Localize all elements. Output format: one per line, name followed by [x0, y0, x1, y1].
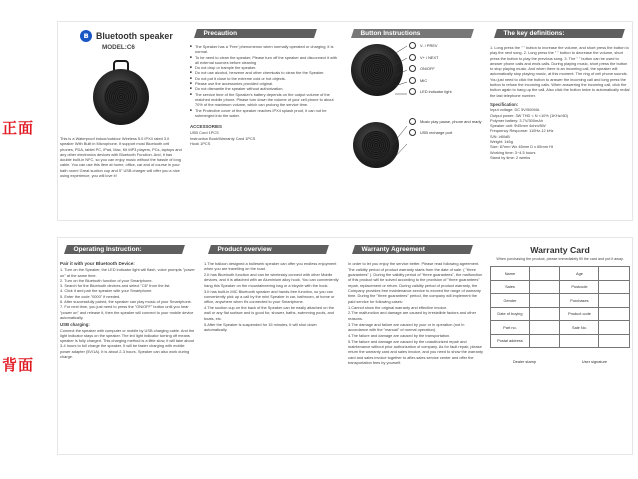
front-side-label: 正面 [2, 119, 35, 137]
warranty-card-label: Gender [491, 294, 530, 308]
precaution-item: ■ Do not drop or trample the speaker. [190, 65, 340, 70]
bluetooth-icon: ʙ [80, 30, 92, 42]
button-callout [409, 116, 485, 128]
warranty-item: 2.The malfunction and damage are caused by irresistible factors and other reasons. [348, 310, 477, 321]
button-callout [409, 75, 485, 87]
warranty-item: In order to let you enjoy the service better. Please read following agreement. [348, 261, 480, 266]
callout-lines [391, 36, 411, 196]
accessories-list [190, 130, 340, 146]
warranty-card-row [491, 321, 630, 335]
warranty-item: The validity period of product warranty starts from the date of sale. ( "three guarantees" ). During the validity period of "three guarantees", the malfunction of this product will be solved according to the provision of "three guarantees" repair, replacement or return. During validity period of product warranty, the Company provides free maintenance service to exceed the range of warranty time. During the "three guarantees" period, the company will implement the paid service for following cases: [348, 266, 483, 304]
callout-marker-icon [409, 54, 416, 61]
precaution-item: ■ Do not put it close to the extreme cold or hot objects. [190, 76, 340, 81]
warranty-panel [346, 238, 486, 454]
spec-item: S/N: ≥80dB [490, 133, 510, 139]
precaution-item: ■ To be need to clean the speaker, Please turn off the speaker and disconnect it with all external sources before cleaning [190, 55, 340, 66]
warranty-card-label: Part no. [491, 321, 530, 335]
button-callout [409, 63, 485, 75]
warranty-card-title: Warranty Card [530, 245, 590, 255]
warranty-card-field[interactable] [599, 334, 630, 348]
overview-item: 2.It has Bluetooth function and can be wirelessly connect with other Mobile devices, and it is attached with an Aluminium alloy hook. You can conveniently hang this Speaker on the mountaineering bag or a bicycle with the hook. [204, 272, 339, 288]
spec-item: Working time: 3~4.5 hours [490, 149, 536, 155]
spec-item: Speaker unit: Φ45mm 4ohm/5W [490, 123, 546, 129]
warranty-card-row [491, 280, 630, 294]
warranty-card-row [491, 307, 630, 321]
warranty-card-row [491, 267, 630, 281]
keydef-header: The key definitions: [494, 29, 625, 38]
warranty-card-field[interactable] [599, 307, 630, 321]
keydef-panel [488, 22, 632, 220]
button-callout-label: V+ / NEXT [420, 54, 439, 60]
warranty-card-row [491, 334, 630, 348]
precaution-list [190, 44, 340, 118]
spec-item: Input voltage: DC 5V/500MA [490, 107, 540, 113]
warranty-card-label [560, 334, 599, 348]
accessory-item: Hook 1PCS [190, 141, 211, 147]
callout-marker-icon [409, 77, 416, 84]
spec-item: Polymer battery: 3.7V/300mAh [490, 117, 543, 123]
warranty-card-field[interactable] [599, 294, 630, 308]
spec-title: Specification: [490, 101, 519, 107]
overview-item: 3.It has built-in MIC Bluetooth speaker and hands-free function, so you can conveniently pick up a call by the mini Speaker in car, bathroom, at home or office, anywhere when it's connected to your Smartphone. [204, 288, 335, 305]
precaution-panel [188, 22, 342, 220]
warranty-card-field[interactable] [599, 321, 630, 335]
accessory-item: USB Cord 1PCS [190, 130, 219, 136]
overview-panel [202, 238, 342, 454]
spec-item: Size: 87mm Wx 45mm D x 65mm Ht [490, 144, 553, 150]
precaution-item: ■ The Speaker has a 'Free' phenomenon when normally operated or charging, it is normal. [190, 44, 340, 55]
accessory-item: Instruction Book/Warranty Card 1PCS [190, 135, 256, 141]
usb-text: Connect the speaker with computer or mobile by USB charging cable. And the light indicator stays on the speaker. The led light indicator turning off means speaker is fully charged. This charging method is a little slow, it will take about 3-4 hours to full charge the speaker. It will be faster charging with mobile power adapter (5V/1A). It is about 2-3 hours. Speaker can also work during charge. [60, 327, 195, 360]
speaker-image [93, 69, 149, 125]
warranty-card-label: Product code [560, 307, 599, 321]
operating-panel [58, 238, 198, 454]
warranty-card-field[interactable] [529, 321, 560, 335]
button-callout [409, 40, 485, 52]
product-panel [58, 22, 185, 220]
overview-item: 5.After the Speaker is suspended for 15 minutes, it will shut down automatically. [204, 321, 317, 332]
button-callout [409, 86, 485, 98]
button-callout-label: Music play pause, phone and ready [420, 118, 482, 124]
warranty-card-label: Name [491, 267, 530, 281]
dealer-stamp-label: Dealer stamp [512, 359, 537, 364]
warranty-card-table [490, 266, 630, 348]
warranty-card-field[interactable] [529, 267, 560, 281]
brand-title: Bluetooth speaker [96, 31, 173, 41]
pair-step: 5. Enter the code "0000" if needed. [60, 293, 121, 299]
pair-step: 4. Click it and pair the speaker with your Smartphone. [60, 288, 153, 294]
button-callout-label: V- / PREV [420, 43, 438, 49]
pair-step: 2. Turn on the Bluetooth function of your Smartphone. [60, 277, 153, 283]
front-sheet [58, 22, 632, 220]
overview-item: 4.The suction cup on the back of the Speaker can be easily attached on the wall or any flat surface and is good for, shower, baths, swimming pools, and boats, etc. [204, 305, 334, 321]
warranty-card-label: Purchases [560, 294, 599, 308]
pair-step: 6. After successfully paired, the speaker can play music of your Smartphone. [60, 299, 192, 305]
button-callout-label: MIC [420, 77, 428, 83]
warranty-card-field[interactable] [529, 280, 560, 294]
button-list [409, 40, 485, 139]
warranty-item: 1.Cannot show the original warranty and effective invoice. [348, 304, 448, 310]
back-sheet [58, 238, 632, 454]
button-callout [409, 127, 485, 139]
warranty-card-field[interactable] [599, 280, 630, 294]
brand-row [80, 30, 185, 42]
usb-title: USB charging: [60, 322, 90, 328]
warranty-header: Warranty Agreement [352, 245, 473, 254]
button-callout-label: ON/OFF [420, 66, 435, 72]
warranty-card-footer [490, 359, 630, 364]
warranty-card-label: Postcode [560, 280, 599, 294]
warranty-card-field[interactable] [529, 294, 560, 308]
spec-list [490, 107, 630, 160]
callout-marker-icon [409, 42, 416, 49]
warranty-card-label: Date of buying [491, 307, 530, 321]
pair-step: 7. For next time, you just need to press the "ON/OFF" button until you hear "power on" and release it, then the speaker will connect to your mobile device automatically. [60, 304, 194, 320]
operating-header: Operating Instruction: [64, 245, 185, 254]
warranty-card-field[interactable] [529, 334, 560, 348]
warranty-list [348, 261, 484, 365]
warranty-card-field[interactable] [529, 307, 560, 321]
accessories-title: ACCESSORIES [190, 124, 222, 130]
precaution-item: ■ Do not dismantle the speaker without authorization. [190, 86, 340, 91]
warranty-item: 4.The failure and damage are caused by the transportation. [348, 332, 451, 338]
warranty-card-row [491, 294, 630, 308]
warranty-card-subtitle: When purchasing the product, please immediately fill the card and put it away. [496, 257, 624, 261]
warranty-card-field[interactable] [599, 267, 630, 281]
model-number: MODEL:C6 [102, 44, 135, 51]
overview-list [204, 261, 340, 332]
spec-item: Frequency Response: 110Hz-12 kHz [490, 128, 554, 134]
precaution-item: ■ The service time of the Speaker's battery depends on the output volume of the matched mobile phone. Please turn down the volume of your cell phone to about 70% of the maximum volume, which can prolong the service time. [190, 92, 340, 108]
warranty-card-label: Postal address [491, 334, 530, 348]
callout-marker-icon [409, 88, 416, 95]
warranty-card-label: Sales [491, 280, 530, 294]
pair-steps [60, 267, 196, 320]
user-signature-label: User signature [581, 359, 608, 364]
pair-step: 1. Turn on the Speaker, the LED indicator light will flash, voice prompts "power on" at the same time. [60, 267, 195, 278]
pair-title: Pair it with your Bluetooth Device: [60, 261, 135, 266]
precaution-header: Precaution [194, 29, 317, 38]
product-description: This is a Waterproof indoor/outdoor Wireless 5.0 IPX4 rated 3.0 speaker With Built in Microphone. It support most Bluetooth cell phones, PDA, tablet PC, iPad, Mac, Kit MP3 players, PCs, laptops and any other electronics devices with Bluetooth Function. And, it has double built-in NFC, so you can enjoy music without the hassle of long cable. You can use this item at home, office, car and of course in your bath room! Great suction cup and 5" USB charger will offer you a nice using experience, you will love it! [60, 136, 182, 179]
warranty-item: 3.The damage and failure are caused by your or in operation (not in accordance with the "manual" of normal operation). [348, 321, 465, 332]
precaution-item: ■ Do not use alcohol, benzene and other chemicals to clean the the Speaker. [190, 70, 340, 75]
callout-marker-icon [409, 129, 416, 136]
warranty-card-label: Age [560, 267, 599, 281]
callout-marker-icon [409, 118, 416, 125]
buttons-panel [345, 22, 485, 220]
pair-step: 3. Search for the Bluetooth devices and select "C6" from the list. [60, 283, 171, 289]
overview-item: 1.The balloon designed a bulleserk speaker can offer you endless enjoyment when you are travelling on the road. [204, 261, 337, 272]
spec-item: Output power: 3W THD < N <10% (1KHz/4Ω) [490, 112, 569, 118]
warranty-item: 5.The failure and damage are caused by the unauthorized repair and maintenance without prior authorization of company. As for fault repair, please return the warranty card and sales invoice, and you need to show the warranty card and sales invoice together to after-sales service center and offer the transportation fees by yourself. [348, 338, 483, 365]
precaution-item: ■ The Protective cover of the speaker reaches IPX4 splash proof, it can not be submerged into the water. [190, 108, 340, 119]
button-callout-label: USB recharge port [420, 130, 453, 136]
callout-marker-icon [409, 65, 416, 72]
keydef-text: 1. Long press the " " button to increase the volume, and short press the button to play the next song. 2. Long press the " " button to decrease the volume, short press the button to play the previous song. 3. The " " button can be used to answer phone calls and ends calls. During playing music, short press the button to stop playing music. And when there is an incoming call, the speaker will automatically stop playing music, at this moment. The ring of cell phone sounds. You just need to click the button to answer the incoming call and long press the button to refuse the incoming calls. When answering the incoming call, click the button again to hang up the call. Also click the button twice to automatically redial the last telephone number. [490, 45, 630, 98]
spec-item: Stand by time: 2 weeks [490, 154, 531, 160]
button-callout [409, 52, 485, 64]
back-side-label: 背面 [2, 356, 35, 374]
overview-header: Product overview [208, 245, 329, 254]
precaution-item: ■ Please use the accessories provided original. [190, 81, 340, 86]
buttons-header: Button Instructions [351, 29, 474, 38]
warranty-card-panel [490, 238, 630, 454]
spec-item: Weight: 146g [490, 139, 513, 145]
button-callout-label: LED indicator light [420, 89, 452, 95]
warranty-card-label: Sale No. [560, 321, 599, 335]
